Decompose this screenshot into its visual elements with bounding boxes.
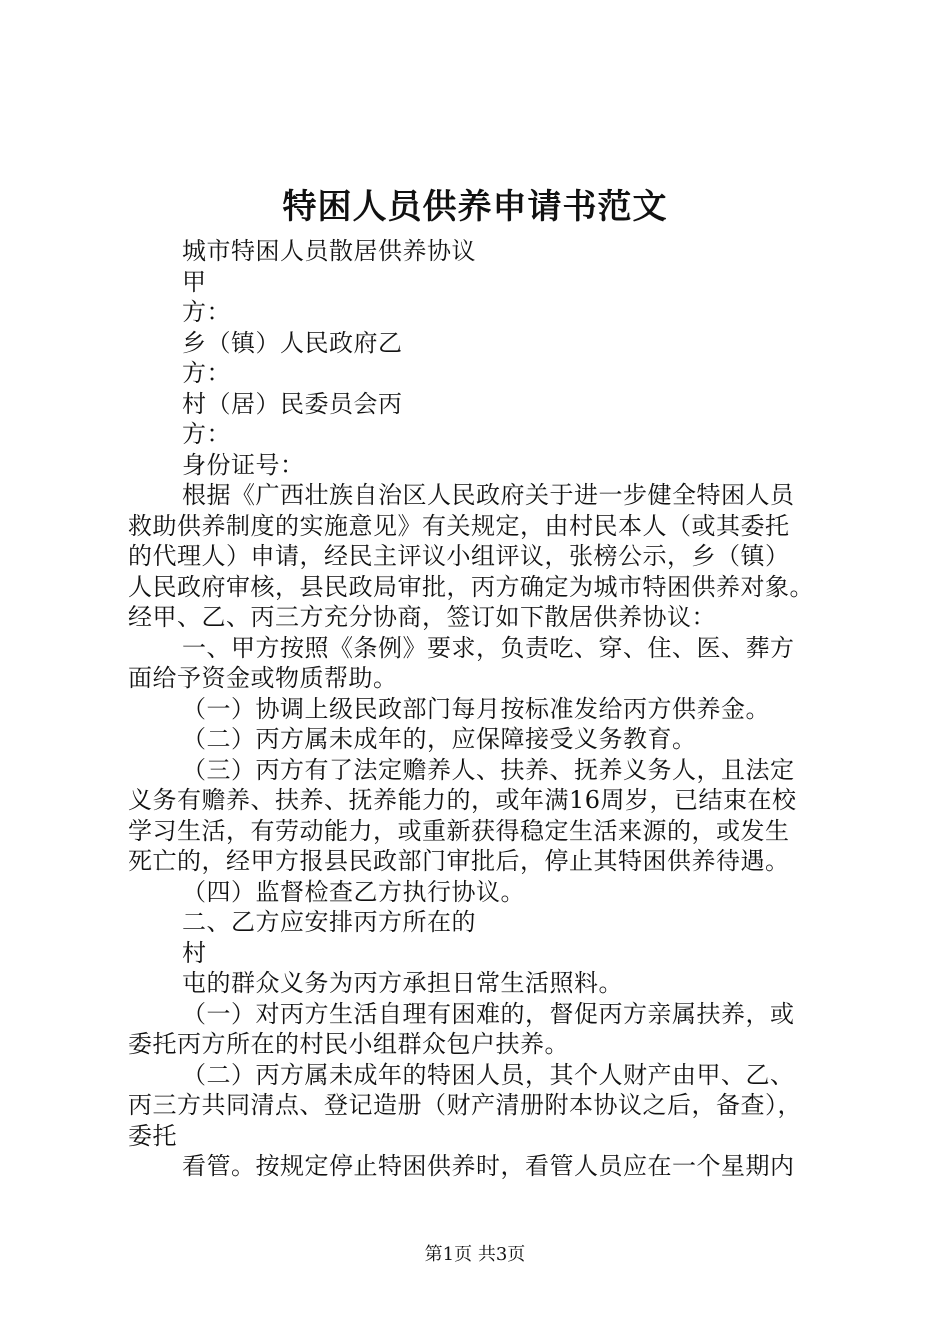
- document-body: [128, 236, 858, 1182]
- text-line: （三）丙方有了法定赡养人、扶养、抚养义务人，且法定: [182, 755, 795, 784]
- text-line: （二）丙方属未成年的，应保障接受义务教育。: [182, 725, 697, 753]
- text-line: 死亡的，经甲方报县民政部门审批后，停止其特困供养待遇。: [128, 847, 790, 875]
- text-line: 方：: [182, 298, 231, 326]
- text-line: 城市特困人员散居供养协议: [182, 237, 476, 265]
- text-line: （二）丙方属未成年的特困人员，其个人财产由甲、乙、: [182, 1060, 795, 1089]
- text-line: 委托: [128, 1121, 177, 1150]
- text-line: 看管。按规定停止特困供养时，看管人员应在一个星期内: [182, 1152, 795, 1180]
- text-line: 人民政府审核，县民政局审批，丙方确定为城市特困供养对象。: [128, 572, 814, 601]
- text-line: 村（居）民委员会丙: [182, 389, 403, 418]
- text-line: 村: [182, 938, 207, 967]
- text-line: 方：: [182, 420, 231, 448]
- text-line: 屯的群众义务为丙方承担日常生活照料。: [182, 969, 623, 997]
- text-line: 身份证号：: [182, 450, 305, 479]
- text-line: （一）对丙方生活自理有困难的，督促丙方亲属扶养，或: [182, 999, 795, 1028]
- text-line: 面给予资金或物质帮助。: [128, 664, 398, 692]
- text-line: 丙三方共同清点、登记造册（财产清册附本协议之后，备查），: [128, 1091, 802, 1119]
- page-number-footer: 第1页 共3页: [424, 1244, 526, 1265]
- text-line: （一）协调上级民政部门每月按标准发给丙方供养金。: [182, 694, 770, 723]
- text-line: 一、甲方按照《条例》要求，负责吃、穿、住、医、葬方: [182, 633, 795, 662]
- text-line: 乡（镇）人民政府乙: [182, 328, 403, 357]
- text-line: 义务有赡养、扶养、抚养能力的，或年满16周岁，已结束在校: [128, 786, 797, 814]
- text-line: 经甲、乙、丙三方充分协商，签订如下散居供养协议：: [128, 603, 716, 631]
- text-line: 学习生活，有劳动能力，或重新获得稳定生活来源的，或发生: [128, 816, 790, 845]
- text-line: 根据《广西壮族自治区人民政府关于进一步健全特困人员: [182, 481, 795, 509]
- text-line: 甲: [182, 267, 207, 296]
- text-line: 方：: [182, 359, 231, 387]
- text-line: 委托丙方所在的村民小组群众包户扶养。: [128, 1030, 569, 1058]
- text-line: 的代理人）申请，经民主评议小组评议，张榜公示，乡（镇）: [128, 542, 790, 570]
- text-line: 救助供养制度的实施意见》有关规定，由村民本人（或其委托: [128, 511, 790, 540]
- document-title: 特困人员供养申请书范文: [282, 187, 668, 227]
- text-line: 二、乙方应安排丙方所在的: [182, 908, 476, 936]
- text-line: （四）监督检查乙方执行协议。: [182, 877, 525, 906]
